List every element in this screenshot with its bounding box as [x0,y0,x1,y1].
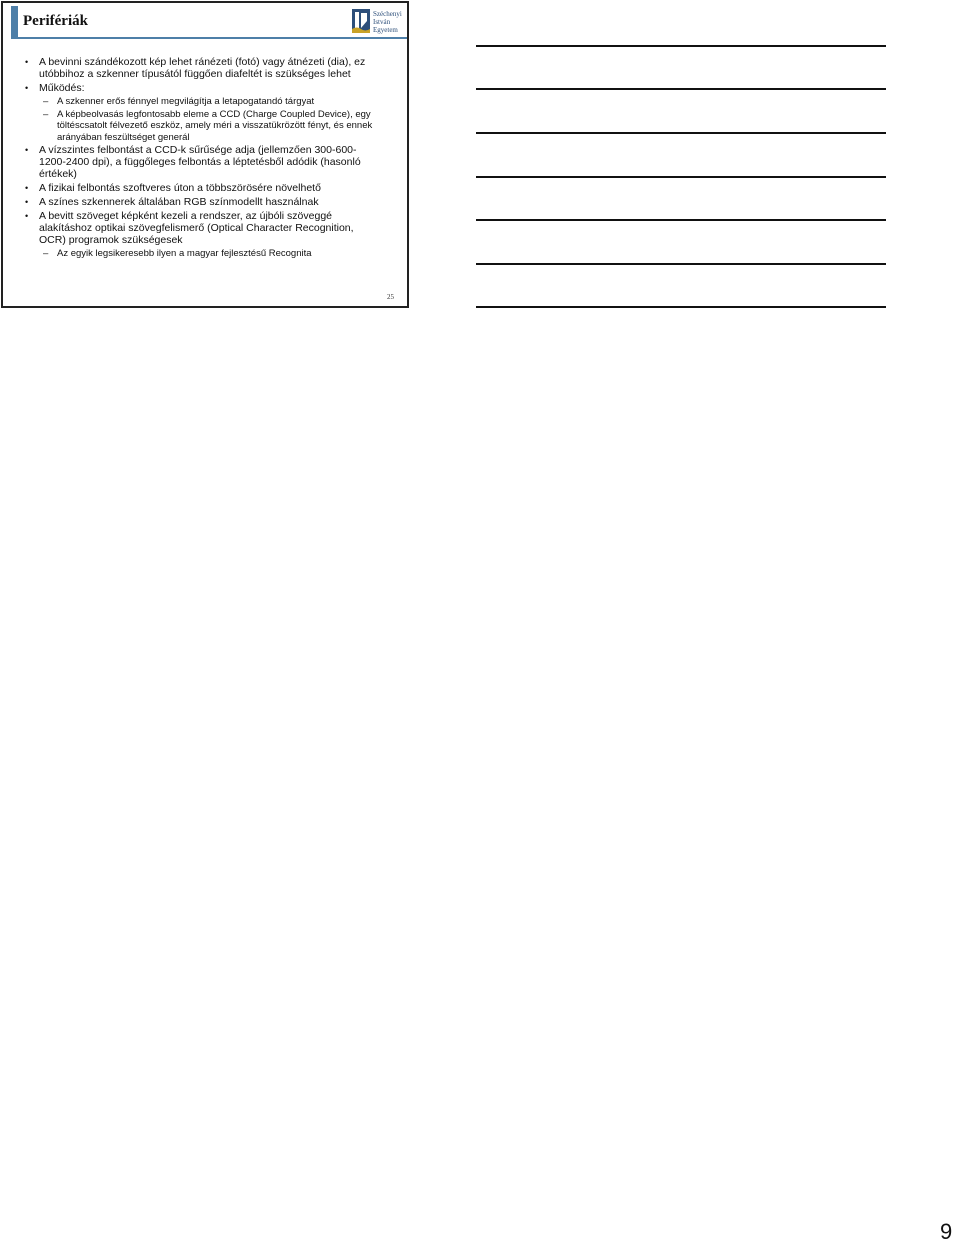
sub-bullet-item: – A képbeolvasás legfontosabb eleme a CCD (Charge Coupled Device), egy töltéscsatolt félvezető eszköz, amely méri a visszatükrözött fényt, és ennek arányában feszültséget generál [25,109,381,144]
note-line [476,306,886,308]
title-divider [11,37,407,39]
slide-title: Perifériák [23,13,88,29]
logo-line: Széchenyi [373,10,402,18]
bullet-item: • A bevitt szöveget képként kezeli a rendszer, az újbóli szöveggé alakításhoz optikai szövegfelismerő (Optical Character Recognition, OCR) programok szükségesek [25,210,381,246]
university-logo-icon [352,9,370,33]
slide-number: 25 [387,293,394,301]
sub-bullet-item: – A szkenner erős fénnyel megvilágítja a letapogatandó tárgyat [25,96,381,108]
note-line [476,88,886,90]
logo-line: Egyetem [373,26,398,34]
bullet-item: • Működés: [25,82,381,94]
bullet-item: • A vízszintes felbontást a CCD-k sűrűsége adja (jellemzően 300-600-1200-2400 dpi), a függőleges felbontás a léptetésből adódik (hasonló értékek) [25,144,381,180]
logo-line: István [373,18,391,26]
note-line [476,263,886,265]
bullet-item: • A színes szkennerek általában RGB színmodellt használnak [25,196,381,208]
note-line [476,45,886,47]
note-line [476,132,886,134]
logo-text [373,10,402,34]
page-number: 9 [940,1219,953,1244]
slide-thumbnail [1,1,409,308]
bullet-item: • A bevinni szándékozott kép lehet ránézeti (fotó) vagy átnézeti (dia), ez utóbbihoz a szkenner típusától függően diafeltét is szükséges lehet [25,56,381,80]
slide-content [25,56,381,261]
note-line [476,176,886,178]
bullet-item: • A fizikai felbontás szoftveres úton a többszörösére növelhető [25,182,381,194]
note-line [476,219,886,221]
university-logo [352,9,404,35]
sub-bullet-item: – Az egyik legsikeresebb ilyen a magyar fejlesztésű Recognita [25,248,381,260]
